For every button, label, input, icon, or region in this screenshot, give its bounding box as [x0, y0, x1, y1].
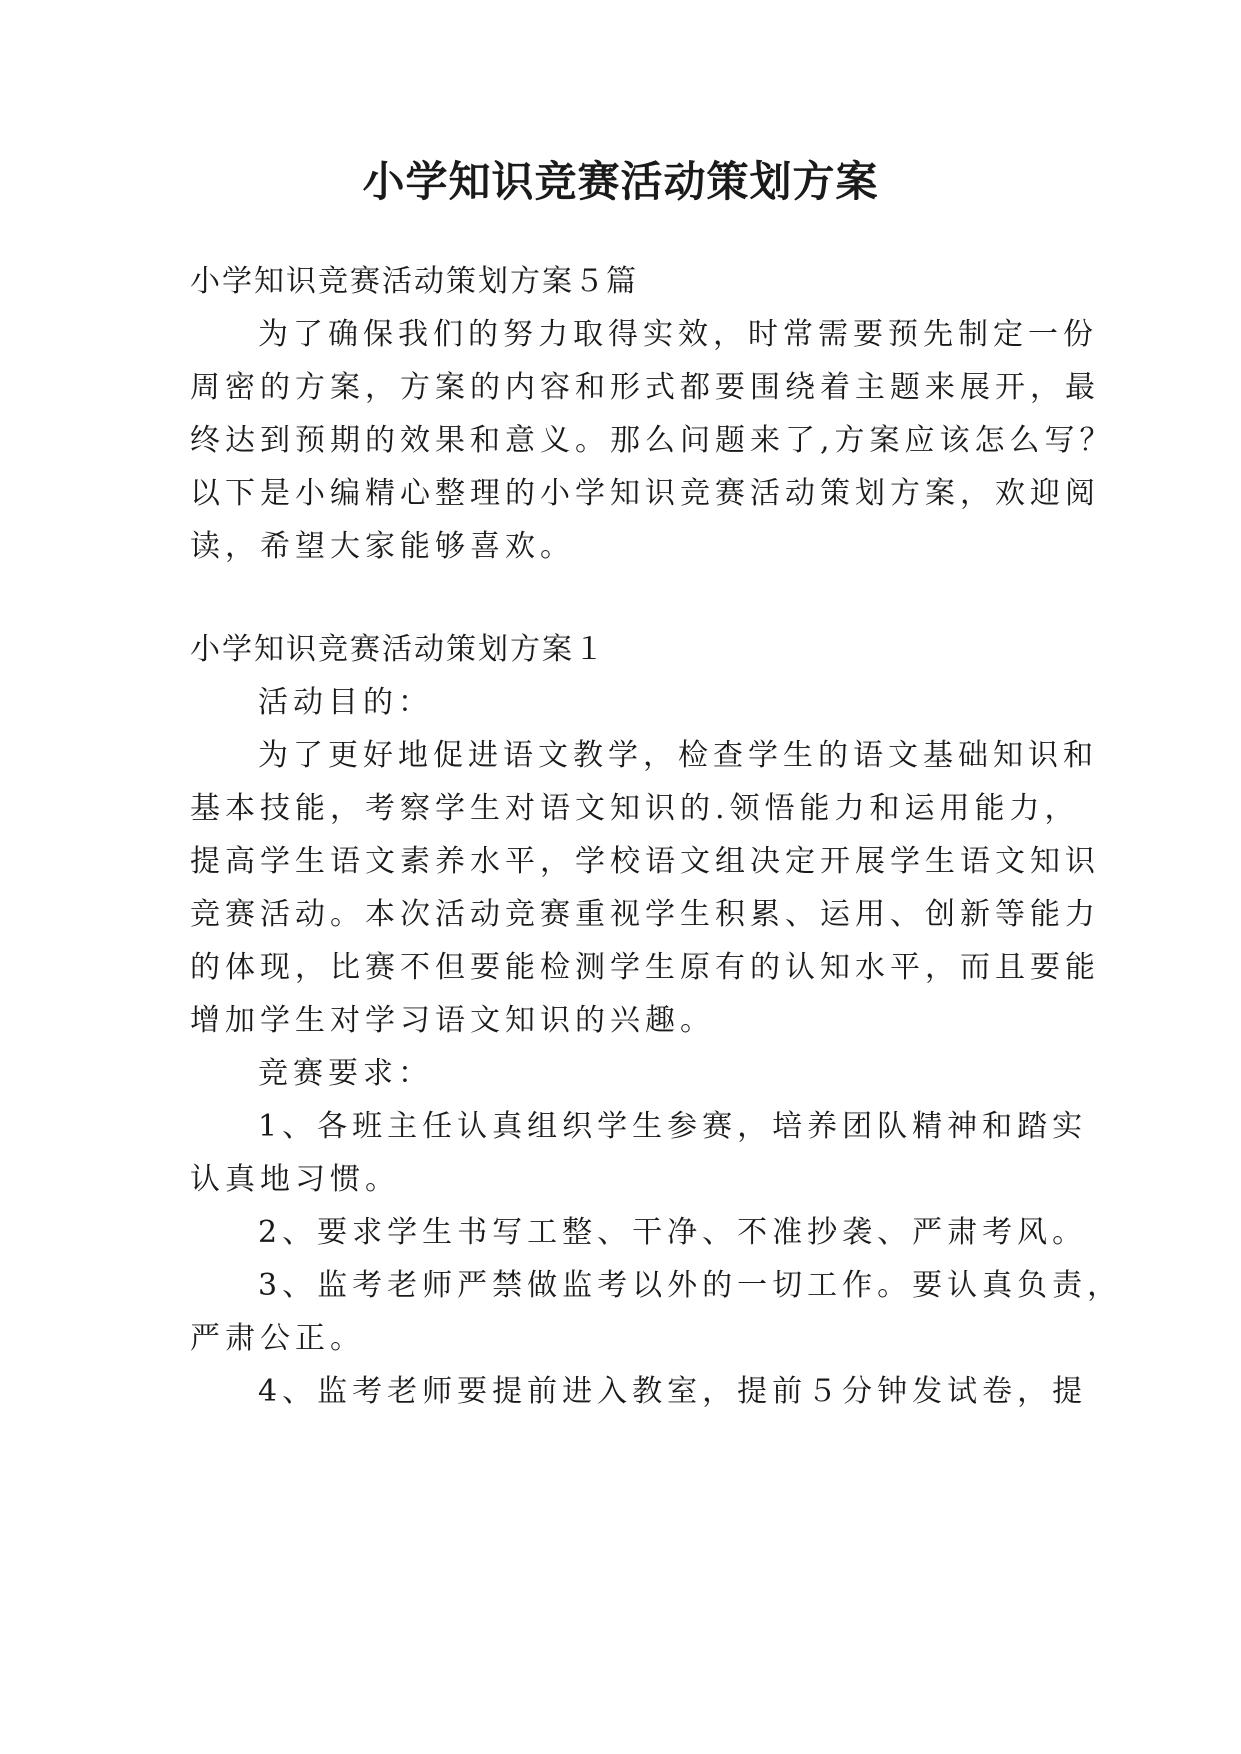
intro-line: 终达到预期的效果和意义。那么问题来了,方案应该怎么写？ — [190, 423, 1115, 458]
purpose-line: 的体现，比赛不但要能检测学生原有的认知水平，而且要能 — [190, 950, 1100, 985]
section-heading: 小学知识竞赛活动策划方案１ — [190, 632, 606, 667]
purpose-line: 竞赛活动。本次活动竞赛重视学生积累、运用、创新等能力 — [190, 897, 1100, 932]
purpose-line: 基本技能，考察学生对语文知识的.领悟能力和运用能力， — [190, 791, 1080, 826]
purpose-line: 为了更好地促进语文教学，检查学生的语文基础知识和 — [258, 738, 1098, 773]
document-subtitle: 小学知识竞赛活动策划方案５篇 — [190, 264, 638, 299]
requirement-line: 2、要求学生书写工整、干净、不准抄袭、严肃考风。 — [258, 1215, 1088, 1250]
requirement-line: 3、监考老师严禁做监考以外的一切工作。要认真负责， — [258, 1268, 1123, 1303]
intro-line: 以下是小编精心整理的小学知识竞赛活动策划方案，欢迎阅 — [190, 476, 1100, 511]
purpose-heading: 活动目的： — [258, 685, 433, 720]
requirement-line: 认真地习惯。 — [190, 1162, 400, 1197]
requirement-line: 4、监考老师要提前进入教室，提前５分钟发试卷，提 — [258, 1374, 1088, 1409]
intro-line: 读，希望大家能够喜欢。 — [190, 529, 575, 564]
purpose-line: 提高学生语文素养水平，学校语文组决定开展学生语文知识 — [190, 844, 1100, 879]
requirement-line: 严肃公正。 — [190, 1321, 365, 1356]
purpose-line: 增加学生对学习语文知识的兴趣。 — [190, 1003, 715, 1038]
requirement-line: 1、各班主任认真组织学生参赛，培养团队精神和踏实 — [258, 1109, 1088, 1144]
document-title: 小学知识竞赛活动策划方案 — [362, 157, 879, 206]
intro-line: 周密的方案，方案的内容和形式都要围绕着主题来展开，最 — [190, 370, 1100, 405]
requirements-heading: 竞赛要求： — [258, 1056, 433, 1091]
intro-line: 为了确保我们的努力取得实效，时常需要预先制定一份 — [258, 317, 1098, 352]
